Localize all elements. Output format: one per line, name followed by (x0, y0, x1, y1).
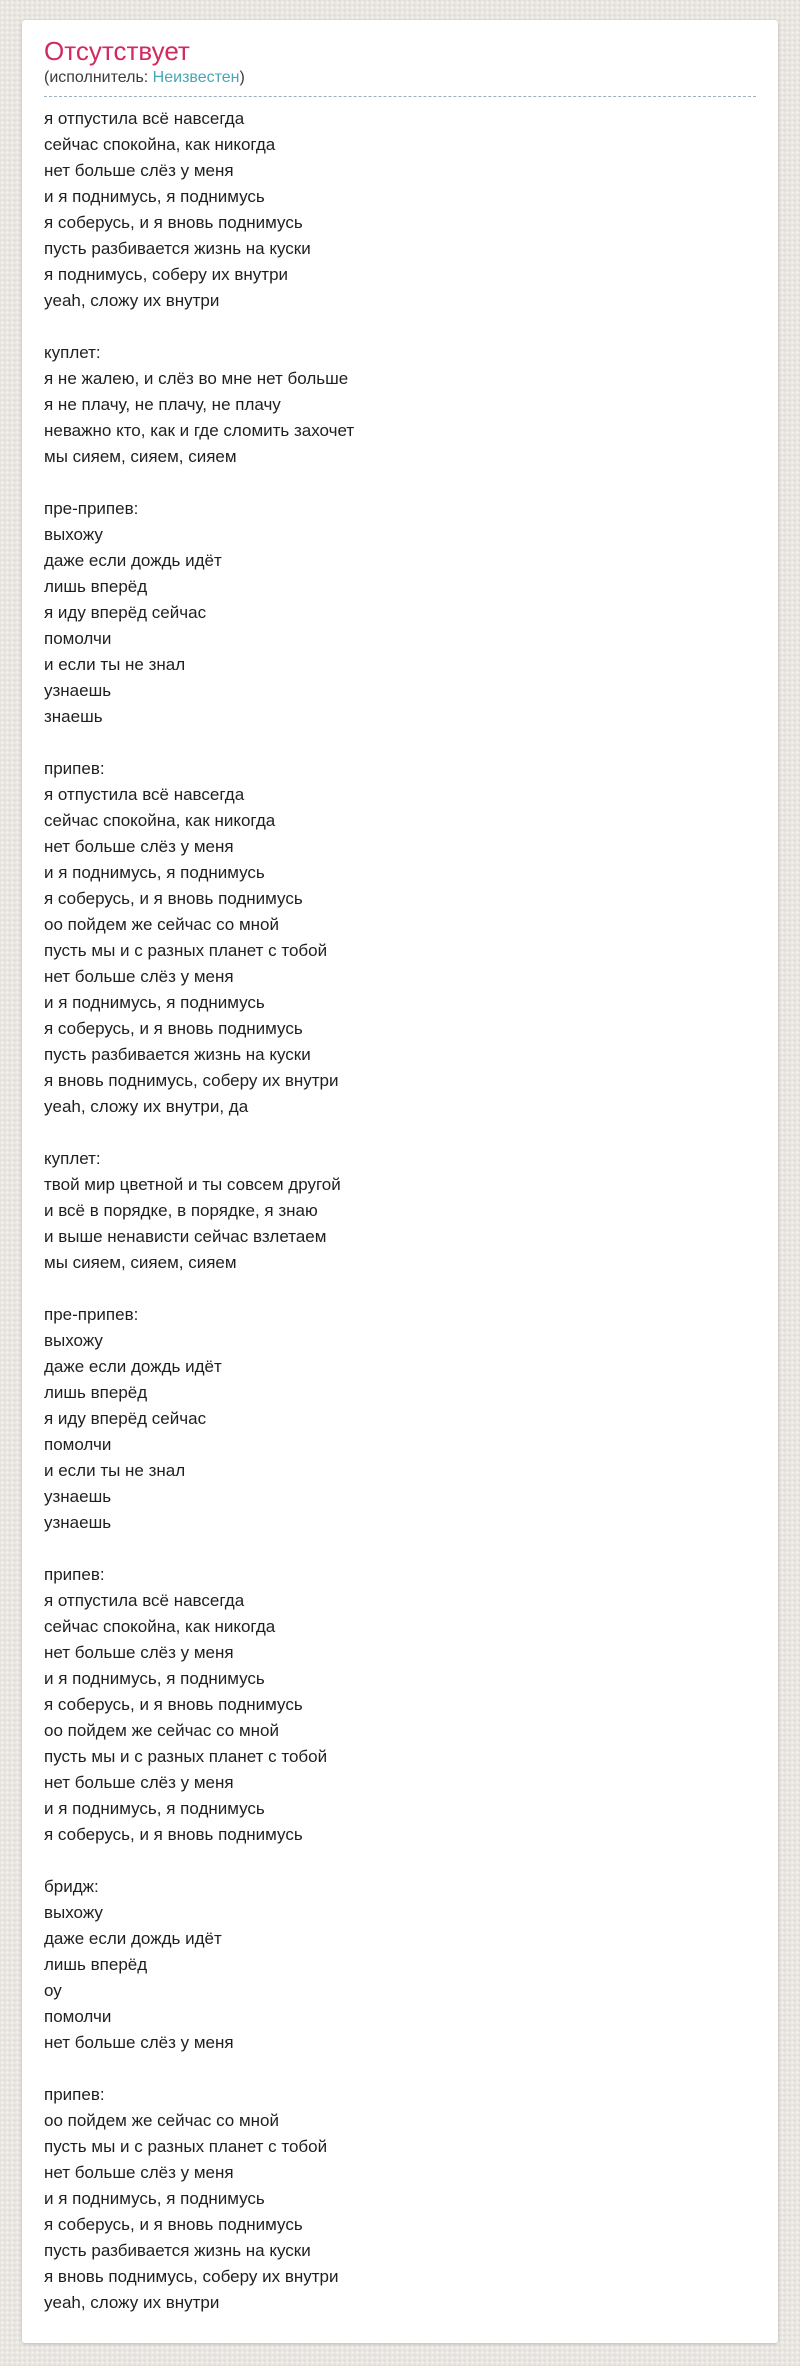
lyric-line: я не жалею, и слёз во мне нет больше (44, 369, 349, 388)
lyric-line: и если ты не знал (44, 655, 186, 674)
stanza (44, 496, 756, 730)
lyric-line: припев: (44, 1565, 105, 1584)
lyric-line: помолчи (44, 2007, 112, 2026)
lyric-line: пусть мы и с разных планет с тобой (44, 2137, 328, 2156)
lyric-line: пусть разбивается жизнь на куски (44, 239, 311, 258)
stanza (44, 340, 756, 470)
lyrics-card (22, 20, 778, 2343)
lyric-line: пре-припев: (44, 1305, 139, 1324)
lyric-line: мы сияем, сияем, сияем (44, 1253, 237, 1272)
lyric-line: yeah, сложу их внутри (44, 2293, 220, 2312)
lyric-line: куплет: (44, 343, 101, 362)
lyric-line: я иду вперёд сейчас (44, 1409, 207, 1428)
lyric-line: выхожу (44, 1331, 103, 1350)
lyric-line: и выше ненависти сейчас взлетаем (44, 1227, 327, 1246)
lyric-line: и я поднимусь, я поднимусь (44, 187, 265, 206)
artist-link[interactable]: Неизвестен (152, 69, 240, 86)
lyric-line: и я поднимусь, я поднимусь (44, 863, 265, 882)
lyric-line: нет больше слёз у меня (44, 2163, 234, 2182)
lyric-line: неважно кто, как и где сломить захочет (44, 421, 355, 440)
lyric-line: я соберусь, и я вновь поднимусь (44, 2215, 303, 2234)
lyric-line: и я поднимусь, я поднимусь (44, 1799, 265, 1818)
stanza (44, 2082, 756, 2316)
lyric-line: я иду вперёд сейчас (44, 603, 207, 622)
lyric-line: нет больше слёз у меня (44, 837, 234, 856)
lyric-line: сейчас спокойна, как никогда (44, 135, 276, 154)
lyric-line: нет больше слёз у меня (44, 2033, 234, 2052)
lyric-line: и я поднимусь, я поднимусь (44, 993, 265, 1012)
lyric-line: бридж: (44, 1877, 99, 1896)
lyric-line: я не плачу, не плачу, не плачу (44, 395, 281, 414)
lyric-line: yeah, сложу их внутри, да (44, 1097, 249, 1116)
lyric-line: даже если дождь идёт (44, 1929, 222, 1948)
lyric-line: я поднимусь, соберу их внутри (44, 265, 289, 284)
artist-suffix: ) (239, 69, 245, 86)
lyric-line: выхожу (44, 1903, 103, 1922)
artist-line (44, 67, 756, 97)
lyric-line: оо пойдем же сейчас со мной (44, 1721, 280, 1740)
lyric-line: нет больше слёз у меня (44, 1643, 234, 1662)
lyric-line: пре-припев: (44, 499, 139, 518)
lyric-line: помолчи (44, 629, 112, 648)
lyric-line: помолчи (44, 1435, 112, 1454)
lyric-line: я отпустила всё навсегда (44, 1591, 245, 1610)
stanza (44, 1562, 756, 1848)
lyric-line: пусть мы и с разных планет с тобой (44, 941, 328, 960)
lyric-line: я вновь поднимусь, соберу их внутри (44, 2267, 339, 2286)
lyric-line: узнаешь (44, 1487, 112, 1506)
lyric-line: yeah, сложу их внутри (44, 291, 220, 310)
lyric-line: я соберусь, и я вновь поднимусь (44, 889, 303, 908)
stanza (44, 1874, 756, 2056)
lyric-line: твой мир цветной и ты совсем другой (44, 1175, 341, 1194)
lyric-line: пусть разбивается жизнь на куски (44, 2241, 311, 2260)
lyric-line: сейчас спокойна, как никогда (44, 811, 276, 830)
lyric-line: и я поднимусь, я поднимусь (44, 1669, 265, 1688)
lyric-line: даже если дождь идёт (44, 551, 222, 570)
lyric-line: я отпустила всё навсегда (44, 109, 245, 128)
lyric-line: пусть мы и с разных планет с тобой (44, 1747, 328, 1766)
lyric-line: лишь вперёд (44, 1955, 148, 1974)
lyric-line: и если ты не знал (44, 1461, 186, 1480)
lyric-line: оу (44, 1981, 62, 2000)
lyric-line: куплет: (44, 1149, 101, 1168)
lyric-line: я соберусь, и я вновь поднимусь (44, 1019, 303, 1038)
lyric-line: нет больше слёз у меня (44, 161, 234, 180)
lyric-line: припев: (44, 2085, 105, 2104)
lyric-line: я соберусь, и я вновь поднимусь (44, 213, 303, 232)
lyric-line: оо пойдем же сейчас со мной (44, 915, 280, 934)
lyric-line: знаешь (44, 707, 103, 726)
lyrics (44, 106, 756, 2316)
stanza (44, 756, 756, 1120)
artist-label: (исполнитель: (44, 69, 153, 86)
lyric-line: даже если дождь идёт (44, 1357, 222, 1376)
stanza (44, 1146, 756, 1276)
lyric-line: и всё в порядке, в порядке, я знаю (44, 1201, 318, 1220)
lyric-line: сейчас спокойна, как никогда (44, 1617, 276, 1636)
lyric-line: нет больше слёз у меня (44, 1773, 234, 1792)
lyric-line: выхожу (44, 525, 103, 544)
lyric-line: узнаешь (44, 681, 112, 700)
lyric-line: оо пойдем же сейчас со мной (44, 2111, 280, 2130)
stanza (44, 106, 756, 314)
lyric-line: пусть разбивается жизнь на куски (44, 1045, 311, 1064)
song-title[interactable]: Отсутствует (44, 36, 190, 66)
lyric-line: припев: (44, 759, 105, 778)
lyric-line: лишь вперёд (44, 1383, 148, 1402)
lyric-line: и я поднимусь, я поднимусь (44, 2189, 265, 2208)
lyric-line: я соберусь, и я вновь поднимусь (44, 1825, 303, 1844)
lyric-line: мы сияем, сияем, сияем (44, 447, 237, 466)
lyric-line: я вновь поднимусь, соберу их внутри (44, 1071, 339, 1090)
lyric-line: нет больше слёз у меня (44, 967, 234, 986)
stanza (44, 1302, 756, 1536)
lyric-line: я соберусь, и я вновь поднимусь (44, 1695, 303, 1714)
lyric-line: я отпустила всё навсегда (44, 785, 245, 804)
lyric-line: узнаешь (44, 1513, 112, 1532)
lyric-line: лишь вперёд (44, 577, 148, 596)
